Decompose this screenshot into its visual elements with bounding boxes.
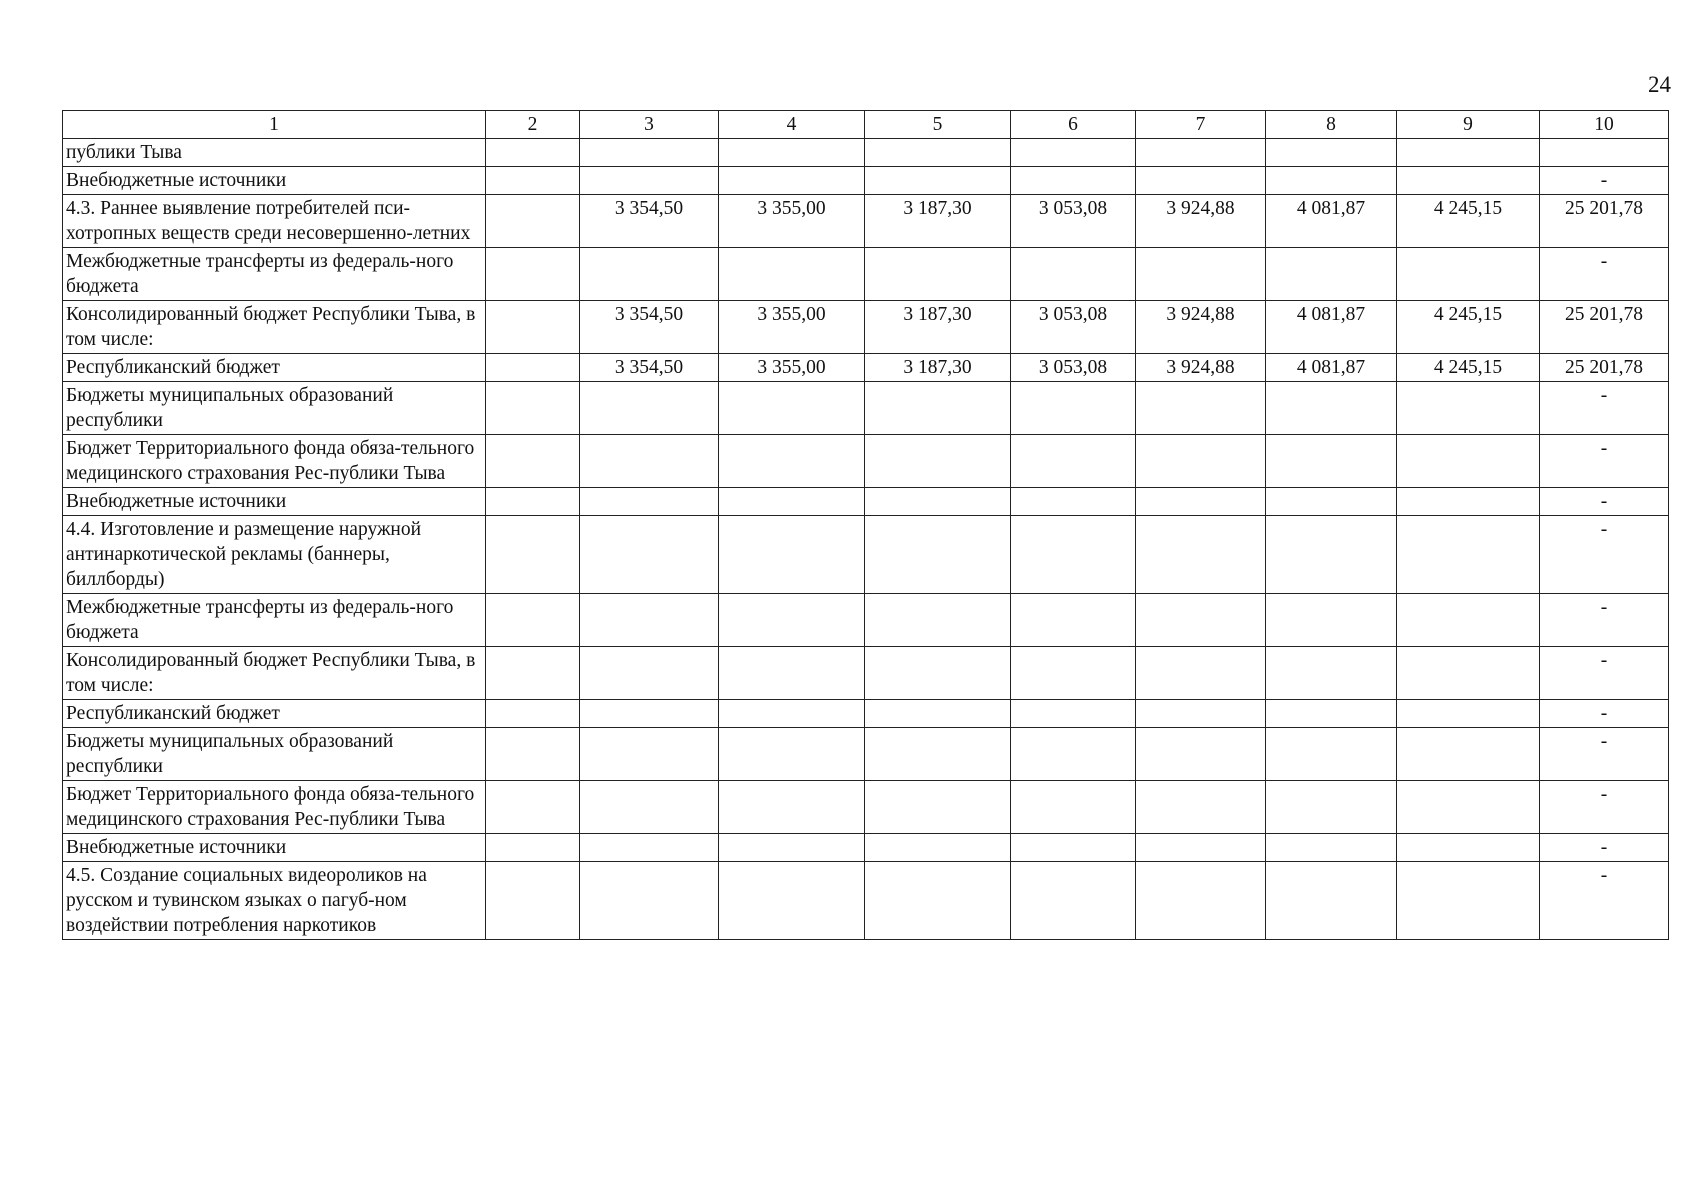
value-cell (1011, 167, 1136, 195)
value-cell (486, 700, 580, 728)
value-cell (1266, 382, 1397, 435)
value-cell: 4 081,87 (1266, 354, 1397, 382)
value-cell: - (1540, 834, 1669, 862)
table-body (63, 111, 1669, 940)
value-cell: - (1540, 382, 1669, 435)
value-cell (719, 647, 865, 700)
value-cell (865, 516, 1011, 594)
table-row (63, 301, 1669, 354)
value-cell (1011, 594, 1136, 647)
column-header: 7 (1136, 111, 1266, 139)
value-cell: 3 355,00 (719, 354, 865, 382)
row-label: 4.5. Создание социальных видеороликов на русском и тувинском языках о пагуб-ном воздействии потребления наркотиков (63, 862, 486, 940)
value-cell (486, 781, 580, 834)
value-cell (1397, 728, 1540, 781)
value-cell (486, 354, 580, 382)
value-cell (1011, 488, 1136, 516)
value-cell (1397, 139, 1540, 167)
value-cell (1136, 488, 1266, 516)
value-cell: 3 187,30 (865, 354, 1011, 382)
value-cell (719, 700, 865, 728)
value-cell (1266, 248, 1397, 301)
value-cell (580, 862, 719, 940)
value-cell (580, 167, 719, 195)
value-cell (719, 382, 865, 435)
value-cell (1136, 139, 1266, 167)
value-cell (1011, 862, 1136, 940)
value-cell (580, 834, 719, 862)
value-cell: 3 354,50 (580, 195, 719, 248)
value-cell (1136, 834, 1266, 862)
value-cell: 25 201,78 (1540, 301, 1669, 354)
value-cell: - (1540, 700, 1669, 728)
value-cell (486, 647, 580, 700)
value-cell (865, 382, 1011, 435)
value-cell (865, 594, 1011, 647)
value-cell (1266, 728, 1397, 781)
value-cell (1136, 594, 1266, 647)
value-cell (1266, 594, 1397, 647)
value-cell: 3 924,88 (1136, 195, 1266, 248)
value-cell (1397, 862, 1540, 940)
value-cell (865, 781, 1011, 834)
value-cell (865, 862, 1011, 940)
value-cell (1136, 382, 1266, 435)
table-row (63, 862, 1669, 940)
value-cell (1011, 700, 1136, 728)
table-row (63, 248, 1669, 301)
row-label: Межбюджетные трансферты из федераль-ного бюджета (63, 248, 486, 301)
value-cell (1266, 516, 1397, 594)
table-row (63, 167, 1669, 195)
value-cell (1266, 700, 1397, 728)
header-row (63, 111, 1669, 139)
table-row (63, 594, 1669, 647)
table-row (63, 195, 1669, 248)
value-cell (486, 248, 580, 301)
table-row (63, 647, 1669, 700)
value-cell: 3 354,50 (580, 301, 719, 354)
value-cell (719, 248, 865, 301)
budget-table (62, 110, 1669, 940)
value-cell (486, 594, 580, 647)
value-cell: - (1540, 647, 1669, 700)
table-row (63, 700, 1669, 728)
value-cell (719, 435, 865, 488)
value-cell (1011, 248, 1136, 301)
value-cell: 4 081,87 (1266, 195, 1397, 248)
row-label: Внебюджетные источники (63, 488, 486, 516)
value-cell (865, 435, 1011, 488)
value-cell (1397, 834, 1540, 862)
row-label: 4.3. Раннее выявление потребителей пси-хотропных веществ среди несовершенно-летних (63, 195, 486, 248)
value-cell (1011, 834, 1136, 862)
value-cell: 3 053,08 (1011, 301, 1136, 354)
value-cell (719, 167, 865, 195)
value-cell (1136, 647, 1266, 700)
value-cell (580, 781, 719, 834)
table-row (63, 382, 1669, 435)
table-row (63, 488, 1669, 516)
value-cell: 4 081,87 (1266, 301, 1397, 354)
page-number: 24 (1648, 72, 1671, 97)
value-cell: - (1540, 488, 1669, 516)
column-header: 5 (865, 111, 1011, 139)
value-cell (1136, 781, 1266, 834)
value-cell (1266, 167, 1397, 195)
value-cell (1136, 700, 1266, 728)
value-cell: 4 245,15 (1397, 195, 1540, 248)
value-cell (1397, 594, 1540, 647)
row-label: Бюджет Территориального фонда обяза-тельного медицинского страхования Рес-публики Тыва (63, 781, 486, 834)
value-cell: 25 201,78 (1540, 354, 1669, 382)
table-row (63, 435, 1669, 488)
value-cell (1136, 862, 1266, 940)
value-cell: - (1540, 435, 1669, 488)
value-cell: 25 201,78 (1540, 195, 1669, 248)
value-cell (486, 862, 580, 940)
value-cell (1011, 382, 1136, 435)
value-cell: - (1540, 594, 1669, 647)
value-cell (1266, 488, 1397, 516)
value-cell (1011, 139, 1136, 167)
value-cell (580, 488, 719, 516)
column-header: 6 (1011, 111, 1136, 139)
value-cell (719, 488, 865, 516)
value-cell (865, 728, 1011, 781)
value-cell: - (1540, 862, 1669, 940)
row-label: Бюджеты муниципальных образований республики (63, 728, 486, 781)
value-cell: - (1540, 167, 1669, 195)
table-row (63, 728, 1669, 781)
row-label: Межбюджетные трансферты из федераль-ного бюджета (63, 594, 486, 647)
value-cell (1397, 435, 1540, 488)
value-cell (486, 382, 580, 435)
value-cell (719, 862, 865, 940)
column-header: 10 (1540, 111, 1669, 139)
value-cell: - (1540, 248, 1669, 301)
value-cell: 3 924,88 (1136, 301, 1266, 354)
value-cell (719, 728, 865, 781)
table-row (63, 834, 1669, 862)
value-cell (1011, 516, 1136, 594)
table-row (63, 516, 1669, 594)
value-cell: 3 187,30 (865, 195, 1011, 248)
value-cell (1136, 435, 1266, 488)
value-cell (486, 195, 580, 248)
value-cell: 3 355,00 (719, 301, 865, 354)
table-row (63, 139, 1669, 167)
value-cell: 3 053,08 (1011, 195, 1136, 248)
column-header: 4 (719, 111, 865, 139)
row-label: Республиканский бюджет (63, 354, 486, 382)
value-cell (719, 834, 865, 862)
value-cell (719, 516, 865, 594)
value-cell (1266, 435, 1397, 488)
value-cell (719, 781, 865, 834)
value-cell (1397, 647, 1540, 700)
value-cell (580, 139, 719, 167)
row-label: Внебюджетные источники (63, 834, 486, 862)
value-cell (580, 594, 719, 647)
value-cell (719, 139, 865, 167)
value-cell (1136, 516, 1266, 594)
value-cell: 3 354,50 (580, 354, 719, 382)
value-cell (865, 248, 1011, 301)
value-cell (486, 516, 580, 594)
value-cell (1266, 862, 1397, 940)
value-cell (1136, 728, 1266, 781)
value-cell (486, 728, 580, 781)
column-header: 1 (63, 111, 486, 139)
value-cell (1011, 435, 1136, 488)
value-cell: 4 245,15 (1397, 354, 1540, 382)
value-cell: - (1540, 728, 1669, 781)
value-cell (486, 834, 580, 862)
value-cell (1397, 167, 1540, 195)
table-row (63, 354, 1669, 382)
value-cell (719, 594, 865, 647)
value-cell (580, 516, 719, 594)
value-cell: 3 355,00 (719, 195, 865, 248)
value-cell (580, 700, 719, 728)
row-label: Бюджеты муниципальных образований республики (63, 382, 486, 435)
value-cell (1266, 781, 1397, 834)
column-header: 2 (486, 111, 580, 139)
value-cell (1136, 248, 1266, 301)
value-cell (1397, 516, 1540, 594)
column-header: 3 (580, 111, 719, 139)
row-label: Консолидированный бюджет Республики Тыва, в том числе: (63, 301, 486, 354)
value-cell (1540, 139, 1669, 167)
value-cell (486, 167, 580, 195)
value-cell (1397, 488, 1540, 516)
value-cell (1266, 139, 1397, 167)
value-cell (580, 382, 719, 435)
value-cell (865, 488, 1011, 516)
value-cell (1266, 647, 1397, 700)
value-cell: - (1540, 781, 1669, 834)
row-label: Республиканский бюджет (63, 700, 486, 728)
value-cell (486, 488, 580, 516)
value-cell (1397, 781, 1540, 834)
value-cell (486, 301, 580, 354)
value-cell: 3 187,30 (865, 301, 1011, 354)
row-label: публики Тыва (63, 139, 486, 167)
value-cell (580, 435, 719, 488)
value-cell (1136, 167, 1266, 195)
value-cell: 3 053,08 (1011, 354, 1136, 382)
row-label: Бюджет Территориального фонда обяза-тельного медицинского страхования Рес-публики Тыва (63, 435, 486, 488)
value-cell (486, 435, 580, 488)
value-cell (1011, 647, 1136, 700)
column-header: 8 (1266, 111, 1397, 139)
value-cell (580, 647, 719, 700)
value-cell: 4 245,15 (1397, 301, 1540, 354)
value-cell (865, 647, 1011, 700)
column-header: 9 (1397, 111, 1540, 139)
value-cell (865, 700, 1011, 728)
value-cell (865, 139, 1011, 167)
value-cell (1266, 834, 1397, 862)
value-cell (1011, 781, 1136, 834)
value-cell (1011, 728, 1136, 781)
value-cell (865, 834, 1011, 862)
table-row (63, 781, 1669, 834)
value-cell: - (1540, 516, 1669, 594)
row-label: Консолидированный бюджет Республики Тыва, в том числе: (63, 647, 486, 700)
value-cell: 3 924,88 (1136, 354, 1266, 382)
row-label: 4.4. Изготовление и размещение наружной антинаркотической рекламы (баннеры, биллборды) (63, 516, 486, 594)
value-cell (580, 728, 719, 781)
value-cell (1397, 382, 1540, 435)
value-cell (580, 248, 719, 301)
row-label: Внебюджетные источники (63, 167, 486, 195)
value-cell (1397, 248, 1540, 301)
value-cell (1397, 700, 1540, 728)
value-cell (865, 167, 1011, 195)
value-cell (486, 139, 580, 167)
